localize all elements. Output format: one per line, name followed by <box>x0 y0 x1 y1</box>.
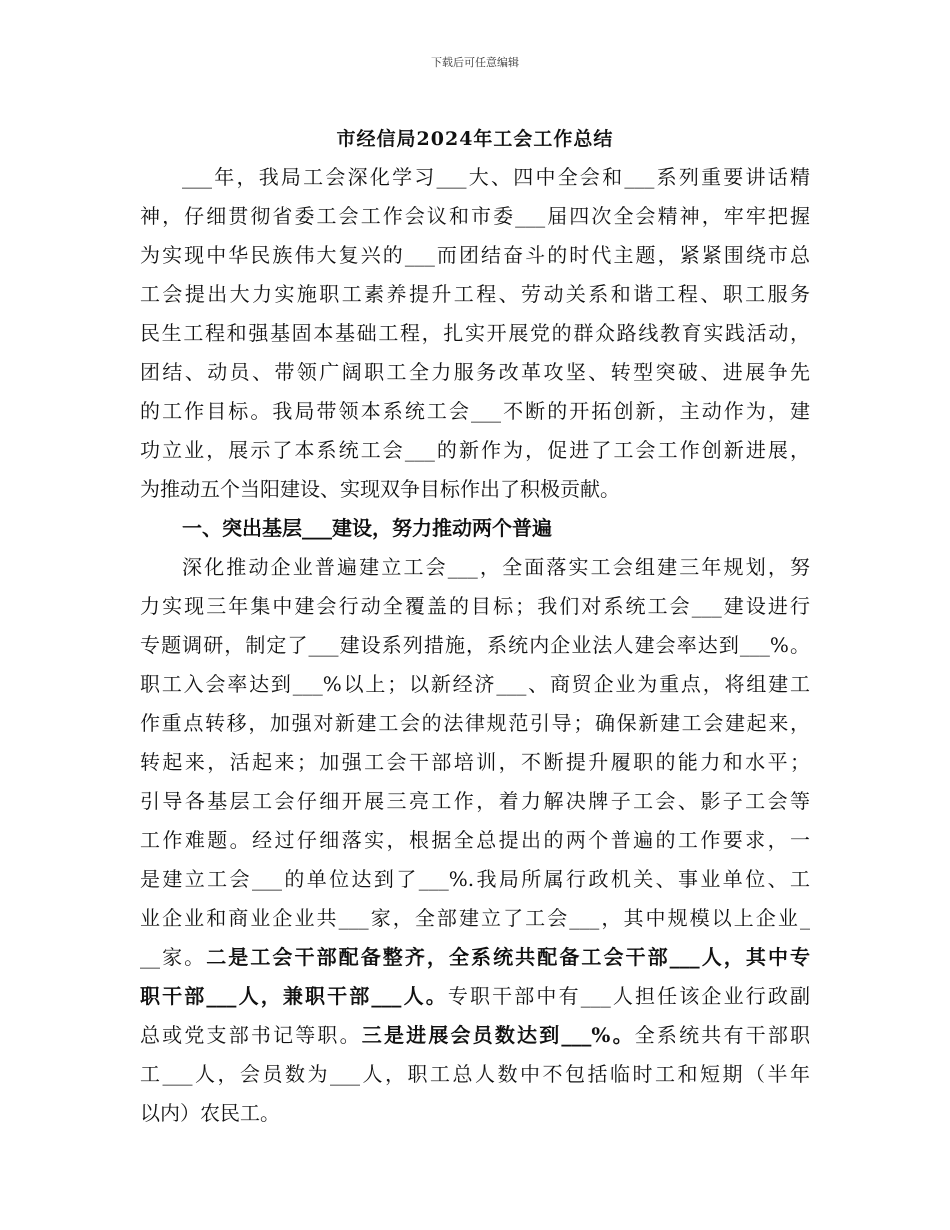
text-segment: 功立业，展示了本系统工会___的新作为，促进了工会工作创新进展， <box>140 438 810 462</box>
text-segment: 专职干部中有___人担任该企业行政副 <box>447 984 811 1008</box>
text-segment: 深化推动企业普遍建立工会___，全面落实工会组建三年规划，努 <box>182 555 810 579</box>
text-segment: 全系统共有干部职 <box>634 1023 810 1047</box>
text-line <box>140 470 810 509</box>
text-segment: 为实现中华民族伟大复兴的___而团结奋斗的时代主题，紧紧围绕市总 <box>140 243 810 267</box>
text-line <box>140 353 810 392</box>
text-segment: 民生工程和强基固本基础工程，扎实开展党的群众路线教育实践活动， <box>140 321 810 345</box>
text-line <box>140 1094 810 1133</box>
download-note-header: 下载后可任意编辑 <box>431 56 519 69</box>
text-line <box>140 938 810 977</box>
intro-paragraph <box>140 158 810 509</box>
document-body <box>140 158 810 1133</box>
text-segment: 力实现三年集中建会行动全覆盖的目标；我们对系统工会___建设进行 <box>140 594 810 618</box>
text-segment: 是建立工会___的单位达到了___%.我局所属行政机关、事业单位、工 <box>140 867 810 891</box>
document-title: 市经信局2024年工会工作总结 <box>336 128 614 150</box>
text-line <box>140 1016 810 1055</box>
text-line <box>140 782 810 821</box>
text-line <box>140 236 810 275</box>
text-line <box>140 548 810 587</box>
text-segment: 的工作目标。我局带领本系统工会___不断的开拓创新，主动作为，建 <box>140 399 810 423</box>
text-line <box>140 197 810 236</box>
text-line <box>140 431 810 470</box>
text-segment: 团结、动员、带领广阔职工全力服务改革攻坚、转型突破、进展争先 <box>140 360 810 384</box>
text-segment: 转起来，活起来；加强工会干部培训，不断提升履职的能力和水平； <box>140 750 810 774</box>
text-segment: __家。 <box>140 945 207 969</box>
text-segment: 工作难题。经过仔细落实，根据全总提出的两个普遍的工作要求，一 <box>140 828 810 852</box>
text-line <box>140 158 810 197</box>
section-paragraph <box>140 548 810 1133</box>
text-line <box>140 509 810 548</box>
text-segment: ___年，我局工会深化学习___大、四中全会和___系列重要讲话精 <box>182 165 810 189</box>
text-segment: 业企业和商业企业共___家，全部建立了工会___，其中规模以上企业_ <box>140 906 810 930</box>
text-line <box>140 860 810 899</box>
text-line <box>140 977 810 1016</box>
text-segment: 神，仔细贯彻省委工会工作会议和市委___届四次全会精神，牢牢把握 <box>140 204 810 228</box>
text-line <box>140 275 810 314</box>
text-line <box>140 821 810 860</box>
bold-text-segment: 三是进展会员数达到___%。 <box>361 1023 635 1047</box>
text-segment: 职工入会率达到___%以上；以新经济___、商贸企业为重点，将组建工 <box>140 672 810 696</box>
text-line <box>140 1055 810 1094</box>
text-line <box>140 743 810 782</box>
bold-text-segment: 二是工会干部配备整齐，全系统共配备工会干部___人，其中专 <box>206 945 811 969</box>
text-line <box>140 704 810 743</box>
text-line <box>140 314 810 353</box>
text-segment: 工___人，会员数为___人，职工总人数中不包括临时工和短期（半年 <box>140 1062 810 1086</box>
text-line <box>140 587 810 626</box>
text-segment: 作重点转移，加强对新建工会的法律规范引导；确保新建工会建起来， <box>140 711 810 735</box>
text-line <box>140 665 810 704</box>
section-heading <box>140 509 810 548</box>
text-segment: 为推动五个当阳建设、实现双争目标作出了积极贡献。 <box>140 477 620 501</box>
text-segment: 专题调研，制定了___建设系列措施，系统内企业法人建会率达到___%。 <box>140 633 810 657</box>
text-segment: 引导各基层工会仔细开展三亮工作，着力解决牌子工会、影子工会等 <box>140 789 810 813</box>
bold-text-segment: 一、突出基层___建设，努力推动两个普遍 <box>182 516 552 540</box>
text-segment: 以内）农民工。 <box>140 1101 280 1125</box>
text-segment: 总或党支部书记等职。 <box>140 1023 362 1047</box>
text-segment: 工会提出大力实施职工素养提升工程、劳动关系和谐工程、职工服务 <box>140 282 810 306</box>
text-line <box>140 899 810 938</box>
text-line <box>140 392 810 431</box>
text-line <box>140 626 810 665</box>
bold-text-segment: 职干部___人，兼职干部___人。 <box>140 984 448 1008</box>
